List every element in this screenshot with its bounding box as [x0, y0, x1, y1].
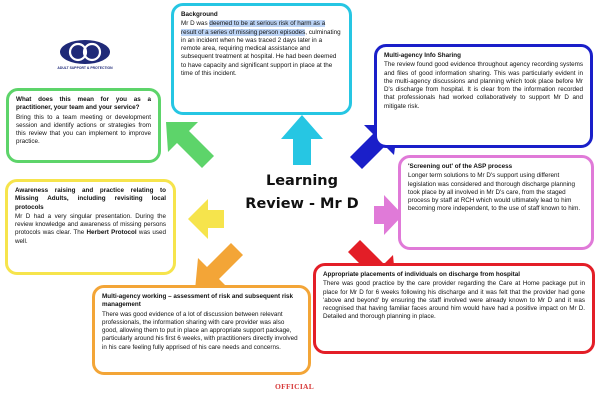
title-line-2: Review - Mr D: [245, 196, 359, 213]
arrow-left-icon: [186, 196, 226, 242]
awareness-box: [5, 179, 176, 275]
awareness-text: [15, 213, 166, 246]
info-sharing-box: [374, 44, 593, 148]
awareness-text-start: Mr D had a very singular presentation. During the review knowledge and awareness of missing persons protocols was clear. The: [15, 212, 166, 237]
background-text-end: , culminating in an incident when he was traced 2 days later in a remote area, requiring medical assistance and subsequent treatment at hospital. He had been deemed to have capacity and significant support in place at the time of this incident.: [181, 28, 341, 78]
logo-text: ADULT SUPPORT & PROTECTION: [57, 66, 113, 70]
asp-logo: [57, 38, 113, 74]
info-sharing-heading: Multi-agency Info Sharing: [384, 52, 461, 59]
arrow-up-icon: [279, 113, 325, 167]
info-sharing-text: The review found good evidence throughout agency recording systems and files of good information sharing. This was particularly evident in the multi-agency discussions and planning which took place before Mr D's discharge from hospital. It is clear from the information recorded that professionals had worked collaboratively to support Mr D and mitigate risk.: [384, 61, 583, 110]
placements-heading: Appropriate placements of individuals on discharge from hospital: [323, 271, 520, 278]
screening-box: [398, 155, 594, 250]
awareness-text-end: was used well.: [15, 229, 166, 245]
title-line-1: Learning: [265, 173, 338, 189]
risk-box: [92, 285, 311, 375]
background-text-start: Mr D was: [181, 20, 210, 28]
practitioner-heading: What does this mean for you as a practitioner, your team and your service?: [16, 96, 151, 112]
awareness-heading: Awareness raising and practice relating to Missing Adults, including revisiting local protocols: [15, 187, 166, 211]
placements-text: There was good practice by the care provider regarding the Care at Home package put in place for Mr D for 6 weeks following his discharge and it was felt that the provider had gone 'above and beyond' by ensuring the staff involved were already known to Mr D and it was recognised that having familiar faces around him would have had a positive impact on Mr D. Detailed and thorough planning in place.: [323, 280, 585, 321]
practitioner-box: [6, 88, 161, 163]
classification-label: OFFICIAL: [275, 382, 315, 391]
herbert-protocol: Herbert Protocol: [86, 229, 137, 237]
background-highlight: deemed to be at serious risk of harm as a result of a series of missing person episodes: [181, 20, 326, 36]
risk-text: There was good evidence of a lot of discussion between relevant professionals, the information sharing with care provider was also good, allowing them to put in place an appropriate support package, particularly around his first 6 weeks, with practitioners directly involved in his care feeling fully apprised of his care needs and concerns.: [102, 310, 298, 351]
practitioner-text: Bring this to a team meeting or development session and identify actions or strategies from this review that you can implement to improve practice.: [16, 113, 151, 146]
background-box: [171, 3, 352, 115]
logo-rings-icon: [57, 38, 113, 74]
arrow-upper-left-icon: [162, 118, 220, 172]
page-title: [226, 170, 378, 216]
screening-heading: 'Screening out' of the ASP process: [408, 163, 513, 170]
background-text: [181, 20, 342, 78]
placements-box: [313, 263, 595, 354]
screening-text: Longer term solutions to Mr D's support using different legislation was considered and thorough discharge planning took place by all involved in Mr D's care, from the staged process by staff at RCH which would ultimately lead to him becoming more independent, to the use of staff known to him.: [408, 172, 581, 213]
risk-heading: Multi-agency working – assessment of risk and subsequent risk management: [102, 293, 294, 309]
background-heading: Background: [181, 11, 218, 18]
